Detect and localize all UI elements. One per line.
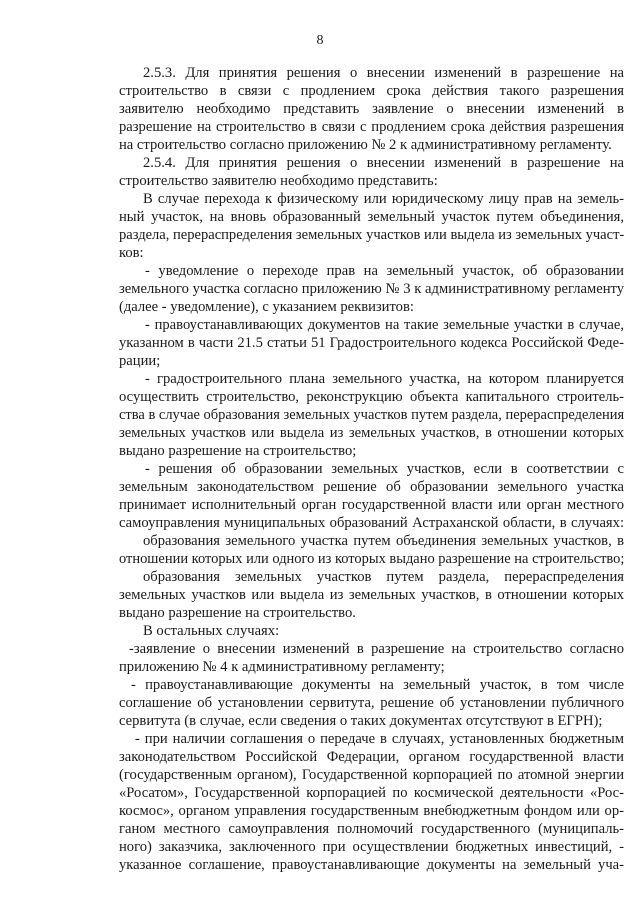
text-line: заявителю необходимо представить заявление о внесении изменений в (119, 101, 624, 117)
text-line: земельных участков или выдела из земельных участков, в отношении которых (119, 587, 624, 603)
text-line: принимает исполнительный орган государственной власти или орган местного (119, 497, 624, 513)
text-line: указанное соглашение, правоустанавливающие документы на земельный уча- (119, 857, 624, 873)
text-line: - градостроительного плана земельного участка, на котором планируется (145, 371, 624, 387)
text-line: образования земельного участка путем объединения земельных участков, в (143, 533, 624, 549)
text-line: строительство в связи с продлением срока действия такого разрешения (119, 83, 624, 99)
text-line: соглашение об установлении сервитута, решение об установлении публичного (119, 695, 624, 711)
text-line: ков: (119, 245, 144, 261)
text-line: - решения об образовании земельных участков, если в соответствии с (145, 461, 624, 477)
text-line: выдано разрешение на строительство; (119, 443, 357, 459)
text-line: раздела, перераспределения земельных участков или выдела из земельных участ- (119, 227, 625, 243)
text-line: В случае перехода к физическому или юридическому лицу прав на земель- (143, 191, 624, 207)
text-line: отношении которых или одного из которых выдано разрешение на строительство; (119, 551, 625, 567)
text-line: земельным законодательством решение об образовании земельного участка (119, 479, 624, 495)
text-line: самоуправления муниципальных образований Астраханской области, в случаях: (119, 515, 624, 531)
text-line: (далее - уведомление), с указанием реквизитов: (119, 299, 414, 315)
text-line: рации; (119, 353, 161, 369)
text-line: образования земельных участков путем раздела, перераспределения (143, 569, 624, 585)
text-line: земельного участка согласно приложению № 3 к административному регламенту (119, 281, 624, 297)
text-line: на строительство согласно приложению № 2 к административному регламенту. (119, 137, 612, 153)
text-line: космос», органом управления государственным внебюджетным фондом или ор- (119, 803, 624, 819)
text-line: указанном в части 21.5 статьи 51 Градостроительного кодекса Российской Феде- (119, 335, 624, 351)
text-line: законодательством Российской Федерации, органом государственной власти (119, 749, 624, 765)
text-line: - при наличии соглашения о передаче в случаях, установленных бюджетным (135, 731, 624, 747)
text-line: осуществить строительство, реконструкцию объекта капитального строитель- (119, 389, 624, 405)
text-line: (государственным органом), Государственной корпорацией по атомной энергии (119, 767, 624, 783)
text-line: строительство заявителю необходимо представить: (119, 173, 438, 189)
text-line: земельных участков или выдела из земельных участков, в отношении которых (119, 425, 624, 441)
text-line: 2.5.4. Для принятия решения о внесении изменений в разрешение на (143, 155, 624, 171)
text-line: «Росатом», Государственной корпорацией по космической деятельности «Рос- (119, 785, 624, 801)
text-line: ганом местного самоуправления полномочий государственного (муниципаль- (119, 821, 624, 837)
text-line: приложению № 4 к административному регламенту; (119, 659, 445, 675)
text-line: выдано разрешение на строительство. (119, 605, 356, 621)
text-line: - уведомление о переходе прав на земельный участок, об образовании (145, 263, 624, 279)
text-line: -заявление о внесении изменений в разрешение на строительство согласно (129, 641, 624, 657)
text-line: - правоустанавливающих документов на такие земельные участки в случае, (145, 317, 624, 333)
text-line: В остальных случаях: (143, 623, 280, 639)
page-number: 8 (316, 33, 324, 48)
text-line: ного) заказчика, заключенного при осуществлении бюджетных инвестиций, - (119, 839, 624, 855)
text-line: ства в случае образования земельных участков путем раздела, перераспределения (119, 407, 625, 423)
text-line: разрешение на строительство в связи с продлением срока действия разрешения (119, 119, 624, 135)
text-line: 2.5.3. Для принятия решения о внесении изменений в разрешение на (143, 65, 624, 81)
text-line: сервитута (в случае, если сведения о таких документах отсутствуют в ЕГРН); (119, 713, 603, 729)
text-line: - правоустанавливающие документы на земельный участок, в том числе (131, 677, 624, 693)
text-line: ный участок, на вновь образованный земельный участок путем объединения, (119, 209, 624, 225)
